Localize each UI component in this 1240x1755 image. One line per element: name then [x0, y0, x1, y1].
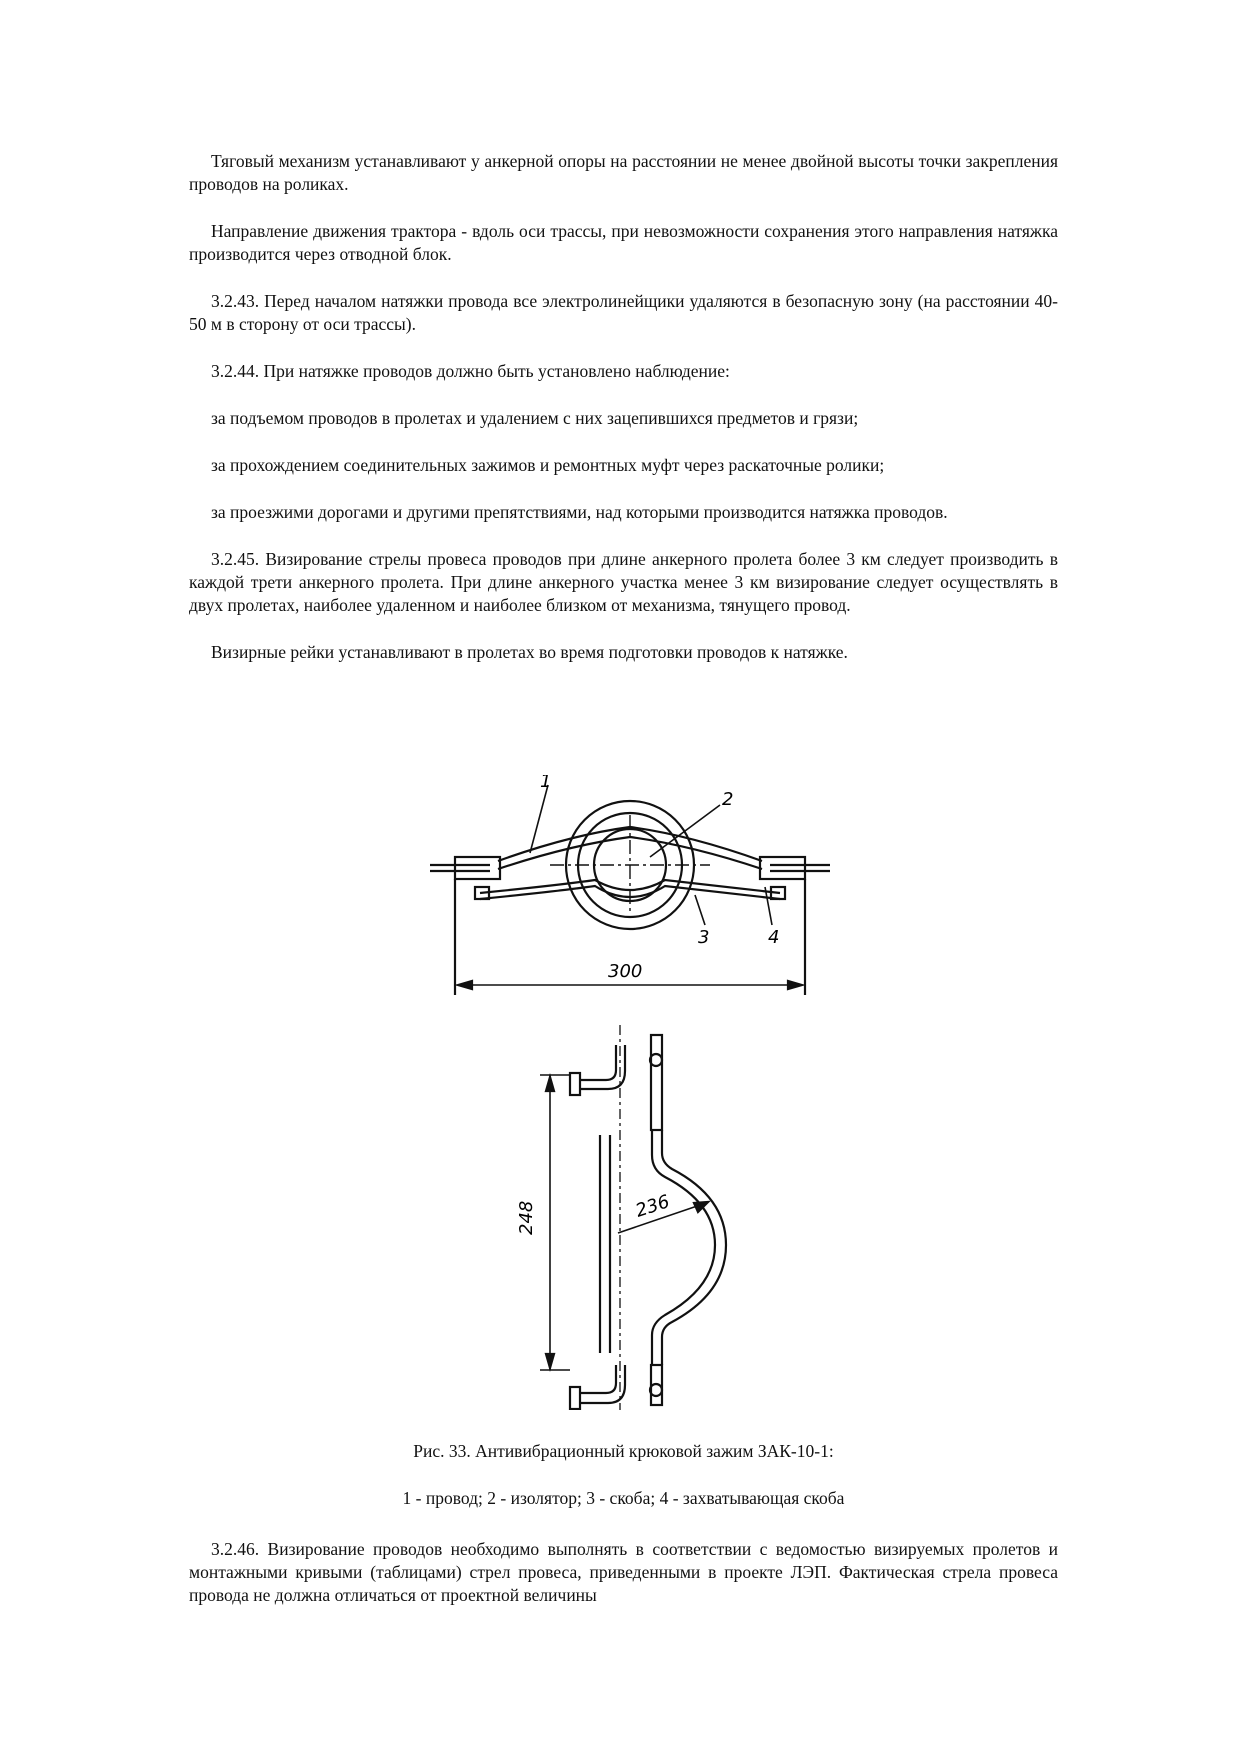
technical-drawing — [420, 775, 840, 1410]
dimension-248: 248 — [516, 1200, 537, 1235]
label-1: 1 — [540, 775, 552, 792]
left-clamp — [455, 857, 500, 879]
paragraph: за подъемом проводов в пролетах и удалением с них зацепившихся предметов и грязи; — [211, 408, 859, 428]
bracket-curve-outer — [652, 1130, 715, 1365]
figure-legend: 1 - провод; 2 - изолятор; 3 - скоба; 4 - захватывающая скоба — [402, 1488, 845, 1508]
paragraph: Тяговый механизм устанавливают у анкерной опоры на расстоянии не менее двойной высоты точки закрепления проводов на роликах. — [189, 151, 1058, 194]
hook-left-top — [580, 1045, 616, 1080]
label-4: 4 — [768, 927, 780, 948]
figure-clamp-drawing — [420, 775, 840, 1415]
figure-caption: Рис. 33. Антивибрационный крюковой зажим ЗАК-10-1: — [413, 1441, 834, 1461]
right-clamp — [760, 857, 805, 879]
document-body — [189, 150, 1058, 688]
paragraph: 3.2.45. Визирование стрелы провеса проводов при длине анкерного пролета более 3 км следует производить в каждой трети анкерного пролета. При длине анкерного участка менее 3 км визирование следует осуществлять в двух пролетах, наиболее удаленном и наиболее близком от механизма, тянущего провод. — [189, 549, 1058, 615]
dimension-236: 236 — [633, 1191, 673, 1222]
paragraph: 3.2.43. Перед началом натяжки провода все электролинейщики удаляются в безопасную зону (на расстоянии 40-50 м в сторону от оси трассы). — [189, 291, 1058, 334]
paragraph: за прохождением соединительных зажимов и ремонтных муфт через раскаточные ролики; — [211, 455, 885, 475]
label-3: 3 — [698, 927, 710, 948]
paragraph: Направление движения трактора - вдоль оси трассы, при невозможности сохранения этого направления натяжка производится через отводной блок. — [189, 221, 1058, 264]
dimension-300: 300 — [608, 961, 643, 982]
document-continuation — [189, 1538, 1058, 1631]
bracket-upper-rod — [651, 1035, 662, 1130]
paragraph: 3.2.46. Визирование проводов необходимо выполнять в соответствии с ведомостью визируемых пролетов и монтажными кривыми (таблицами) стрел провеса, приведенными в проекте ЛЭП. Фактическая стрела провеса провода не должна отличаться от проектной величины — [189, 1539, 1058, 1605]
label-2: 2 — [722, 789, 734, 810]
paragraph: 3.2.44. При натяжке проводов должно быть установлено наблюдение: — [211, 361, 730, 381]
paragraph: за проезжими дорогами и другими препятствиями, над которыми производится натяжка проводов. — [211, 502, 948, 522]
paragraph: Визирные рейки устанавливают в пролетах во время подготовки проводов к натяжке. — [211, 642, 848, 662]
